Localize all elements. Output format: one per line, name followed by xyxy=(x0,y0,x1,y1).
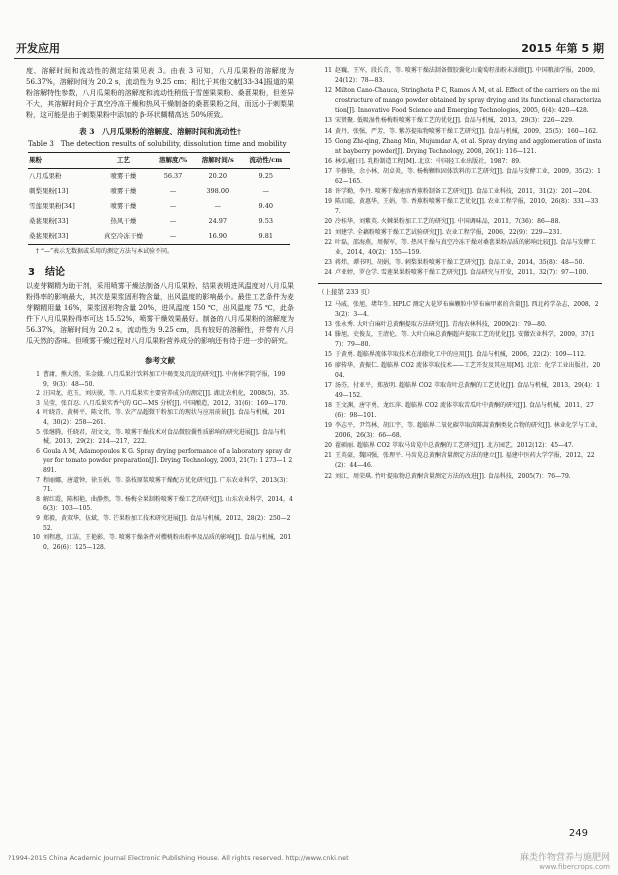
table-caption-en: Table 3 The detection results of solubility, dissolution time and mobility xyxy=(28,140,287,148)
reference-number: 18 xyxy=(324,401,332,409)
reference-number: 17 xyxy=(324,381,332,389)
table-cell: 真空冷冻干燥 xyxy=(103,232,143,240)
reference-text: 蒋炜，谭书明，胡娟，等. 刺梨果粉喷雾干燥工艺研究[J]. 食品工业，2014，35(8)：48—50. xyxy=(335,258,585,266)
reference-number: 3 xyxy=(36,399,40,407)
reference-item xyxy=(318,116,602,126)
table-row xyxy=(28,214,290,229)
reference-text: 卢亚婷，罗仓学. 雪莲果果粉喷雾干燥工艺研究[J]. 食品研究与开发，2011，32(7)：97—100. xyxy=(335,268,589,276)
reference-number: 4 xyxy=(36,409,40,417)
reference-number: 1 xyxy=(36,371,40,378)
reference-number: 11 xyxy=(324,67,332,74)
section-title: 结论 xyxy=(44,267,65,278)
reference-number: 9 xyxy=(36,514,40,522)
reference-text: 李志平，尹笃林，胡江宇，等. 超临界二氧化碳萃取茵陈蒿黄酮类化合物的研究[J]. 林业化学与工业，2006，26(3)：66—68. xyxy=(335,422,602,440)
reference-item xyxy=(318,238,602,258)
reference-number: 18 xyxy=(324,188,332,196)
table-cell: 雪莲果果粉[34] xyxy=(29,202,75,210)
reference-item xyxy=(26,476,294,495)
site-watermark xyxy=(520,850,610,871)
left-column xyxy=(26,66,294,552)
table-cell: — xyxy=(262,187,269,195)
table-cell: 热风干燥 xyxy=(110,217,137,225)
reference-text: 辛修锋，余小林，胡卓炎，等. 杨梅颗粒固体饮料的工艺研究[J]. 食品与发酵工业，2009，35(2)：162—165. xyxy=(335,167,601,186)
references-list-right xyxy=(318,66,602,278)
intro-paragraph: 度、溶解时间和流动性的测定结果见表 3。由表 3 可知，八月瓜果粉的溶解度为 56.37%，溶解时间为 20.2 s，流动性为 9.25 cm；相比于其他文献[33-34]报道的果粉溶解特性参数，八月瓜果粉的溶解度和流动性稍低于雪莲果果粉、桑葚果粉，但差异不大，其溶解时间介于真空冷冻干燥和热风干燥制备的桑葚果粉之间，而远小于刺梨果粉，这可能是由于刺梨果粉中添加的 β-环状糊精高达 50%所致。 xyxy=(26,67,294,119)
table-row xyxy=(28,229,290,245)
table-body xyxy=(28,169,290,245)
watermark-line2: www.fibercrops.com xyxy=(539,863,610,871)
reference-item xyxy=(318,197,602,217)
reference-number: 21 xyxy=(324,228,332,236)
reference-number: 16 xyxy=(324,361,332,369)
reference-text: 郑毅，黄双华，伍斌，等. 芒果粉加工技术研究进展[J]. 食品与机械，2012，28(2)：250—252. xyxy=(43,514,291,532)
reference-item xyxy=(318,66,602,86)
table-cell: 八月瓜果粉 xyxy=(29,172,62,180)
reference-text: 王英豪，魏国强，张理平. 马齿苋总黄酮含量测定方法的建立[J]. 福建中医药大学学报，2012，22(2)：44—46. xyxy=(335,452,595,470)
reference-item xyxy=(318,300,602,320)
reference-item xyxy=(318,401,602,421)
reference-text: 解红霞，陈相艳，曲静然，等. 杨梅全果制粉喷雾干燥工艺的研究[J]. 山东农业科学，2014，46(3)：103—105. xyxy=(43,495,293,513)
reference-text: Milton Cano-Chauca, Stringheta P C, Ramos A M, et al. Effect of the carriers on the microstructure of mango powder obtained by spray drying and its functional characterization[J]. Innovative Food Science and Emerging Technologies, 2005, 6(4): 420—428. xyxy=(335,87,602,115)
reference-item xyxy=(26,447,294,476)
reference-item xyxy=(26,408,294,427)
reference-text: 许学勤，李丹. 喷雾干燥速溶香蕉粉制备工艺研究[J]. 食品工业科技，2011，31(2)：201—204. xyxy=(335,188,592,196)
reference-number: 19 xyxy=(324,198,332,206)
table-cell: 398.00 xyxy=(206,187,230,195)
header-rule xyxy=(14,58,604,59)
table-cell: — xyxy=(214,202,221,210)
table-note: † “—”表示无数据或采用的测定方法与本试验不同。 xyxy=(36,248,174,255)
table-cell: 24.97 xyxy=(208,217,228,225)
table-row xyxy=(28,184,290,199)
reference-item xyxy=(318,441,602,451)
table-header-cell: 溶解时间/s xyxy=(201,156,234,164)
reference-text: 叶磊，邵海燕，周振军，等. 热风干燥与真空冷冻干燥对桑葚果粉品质的影响比较[J]. 食品与发酵工业，2014，40(2)：155—159. xyxy=(335,238,596,256)
table-cell: — xyxy=(169,232,177,240)
table-cell: 喷雾干燥 xyxy=(110,172,137,180)
page-number: 249 xyxy=(568,828,588,839)
table-cell: 9.40 xyxy=(258,202,273,210)
continuation-rule xyxy=(318,283,602,284)
reference-number: 21 xyxy=(324,452,332,460)
table-cell: — xyxy=(169,187,177,195)
reference-text: 滕旭，史俊友，王清伦，等. 大叶白麻总黄酮超声提取工艺的优化[J]. 安徽农业科学，2009，37(17)：79—80. xyxy=(335,331,595,349)
reference-number: 8 xyxy=(36,495,40,503)
table-header-cell: 果粉 xyxy=(29,156,42,164)
reference-text: 翟硕丽. 超临界 CO2 萃取马齿苋中总黄酮的工艺研究[J]. 北方园艺，2012(12)：45—47. xyxy=(335,442,574,450)
reference-item xyxy=(26,533,294,552)
table-header-cell: 溶解度/% xyxy=(158,156,188,164)
reference-item xyxy=(318,361,602,381)
table-cell: 喷雾干燥 xyxy=(110,202,137,210)
conclusion-paragraph: 以麦芽糊精为助干剂，采用喷雾干燥法制备八月瓜果粉，结果表明进风温度对八月瓜果粉得率的影响最大，其次是果浆固形物含量，出风温度的影响最小。最佳工艺条件为麦芽糊精用量 16%，果浆固形物含量 20%，进风温度 150 ℃，出风温度 75 ℃，此条件下八月瓜果粉得率可达 15.52%，喷雾干燥效果最好。制备的八月瓜果粉的溶解度为 56.37%，溶解时间为 20.2 s，流动性为 9.25 cm，具有较好的溶解性，并带有八月瓜天然的香味。但喷雾干燥过程对八月瓜果粉营养成分的影响还有待于进一步的研究。 xyxy=(26,282,294,345)
reference-item xyxy=(318,421,602,441)
table-header-row xyxy=(28,153,290,169)
reference-item xyxy=(318,167,602,187)
reference-text: 汪国龙，范玉，刘庆骏，等. 八月瓜果实主要营养成分的测定[J]. 湖北农机化，2008(5)，35. xyxy=(43,390,290,398)
reference-text: 赵巍，王军，段长青，等. 喷雾干燥法制备微胶囊化山葡萄籽油粉末油脂[J]. 中国粮油学报，2009，24(12)：78—83. xyxy=(335,67,599,85)
reference-text: 刘程惠，江洁，王艳影，等. 喷雾干燥条件对樱桃粉出粉率及品质的影响[J]. 食品与机械，2010，26(6)：125—128. xyxy=(43,534,292,551)
reference-item xyxy=(26,370,294,389)
reference-item xyxy=(318,228,602,238)
reference-number: 14 xyxy=(324,127,332,135)
reference-number: 23 xyxy=(324,258,332,266)
reference-text: 张永秀. 大叶白麻叶总黄酮提取方法研究[J]. 青海农林科技，2009(2)：79—80. xyxy=(335,321,547,329)
reference-number: 2 xyxy=(36,390,40,398)
reference-item xyxy=(318,127,602,137)
reference-text: 林弘通[日]. 乳粉制造工程[M]. 北京：中国轻工业出版社，1987：89. xyxy=(335,157,521,165)
reference-item xyxy=(318,187,602,197)
reference-text: 张继腾，任晓君，胡文文，等. 喷雾干燥技术对食品微胶囊性质影响的研究进展[J]. 食品与机械，2013，29(2)：214—217，222. xyxy=(43,428,286,446)
table-cell: 56.37 xyxy=(163,172,183,180)
reference-number: 22 xyxy=(324,472,332,480)
section-heading xyxy=(28,267,294,278)
reference-number: 15 xyxy=(324,137,332,145)
reference-number: 16 xyxy=(324,157,332,165)
reference-text: 马威，张旭，堵年生. HPLC 测定大花罗布麻颗粒中罗布麻甲素的含量[J]. 西北药学杂志，2008，23(2)：3—4. xyxy=(335,300,599,319)
reference-item xyxy=(318,268,602,278)
references-list-left xyxy=(26,370,294,552)
table-row xyxy=(28,199,290,214)
reference-text: 叶晓青，黄树平，陈文伟，等. 农产品超微干粉加工的现状与应用前景[J]. 食品与机械，2014，30(2)：258—261. xyxy=(43,409,286,426)
copyright-footer: ?1994-2015 China Academic Journal Electronic Publishing House. All rights reserved. http://www.cnki.net xyxy=(8,854,349,862)
reference-text: 程丽娜，唐道钟，徐玉娟，等. 荔枝原浆喷雾干燥配方优化研究[J]. 广东农业科学，2013(3)：71. xyxy=(43,476,292,494)
reference-item xyxy=(318,381,602,401)
table-header-cell: 流动性/cm xyxy=(249,156,283,164)
reference-text: 陈启聪，黄惠华，王娟，等. 香蕉粉喷雾干燥工艺优化[J]. 农业工程学报，2010，26(8)：331—337. xyxy=(335,198,599,216)
table-cell: 喷雾干燥 xyxy=(110,187,137,195)
table-caption-cn: 表 3 八月瓜果粉的溶解度、溶解时间和流动性† xyxy=(79,127,241,136)
reference-number: 12 xyxy=(324,87,332,95)
reference-number: 20 xyxy=(324,442,332,450)
reference-item xyxy=(26,495,294,514)
reference-item xyxy=(26,514,294,533)
reference-number: 19 xyxy=(324,422,332,430)
section-number: 3 xyxy=(28,267,35,278)
reference-text: 刘江，周荣琪. 竹叶提取物总黄酮含量测定方法的改进[J]. 食品科技，2005(7)：76—79. xyxy=(335,472,571,480)
reference-number: 24 xyxy=(324,268,332,276)
reference-item xyxy=(318,451,602,471)
table-3 xyxy=(28,152,290,245)
table-cell: 刺梨果粉[13] xyxy=(29,187,69,195)
table-cell: — xyxy=(169,202,177,210)
reference-number: 6 xyxy=(36,447,40,455)
reference-item xyxy=(318,137,602,157)
reference-item xyxy=(318,330,602,350)
reference-item xyxy=(318,217,602,227)
table-cell: 9.53 xyxy=(258,217,273,225)
reference-item xyxy=(26,399,294,409)
reference-item xyxy=(318,157,602,167)
reference-number: 13 xyxy=(324,321,332,329)
reference-number: 13 xyxy=(324,117,332,125)
table-cell: — xyxy=(169,217,177,225)
reference-number: 12 xyxy=(324,300,332,308)
reference-text: Gong Zhi-qing, Zhang Min, Mujumdar A, et al. Spray drying and agglomeration of instant bayberry powder[J]. Drying Technology, 2008, 26(1): 116—121. xyxy=(335,137,602,155)
watermark-line1: 麻类作物营养与施肥网 xyxy=(519,853,610,863)
reference-text: 曹庸，熊大胜，朱金娥. 八月瓜果汁饮料加工中褐变及沉淀的研究[J]. 中南林学院学报，1999，9(3)：48—50. xyxy=(43,371,286,388)
reference-text: 廖传华，黄振仁. 超临界 CO2 流体萃取技术——工艺开发及其应用[M]. 北京：化学工业出版社，2004. xyxy=(335,361,601,379)
reference-text: 黄丹，张强，严芳，等. 紫苏提取物喷雾干燥工艺研究[J]. 食品与机械，2009，25(5)：160—162. xyxy=(335,127,598,135)
table-cell: 9.81 xyxy=(258,232,273,240)
reference-text: 宋贤聚. 低吸湿性杨梅粉喷雾干燥工艺的优化[J]. 食品与机械，2013，29(3)：226—229. xyxy=(335,117,574,125)
reference-number: 15 xyxy=(324,351,332,359)
reference-number: 20 xyxy=(324,218,332,226)
reference-text: 冷桂华，刘紫英. 火棘果粉加工工艺的研究[J]. 中国调味品，2011，7(36)：86—88. xyxy=(335,218,561,226)
reference-item xyxy=(26,389,294,399)
table-cell: 桑葚果粉[33] xyxy=(29,232,69,240)
table-row xyxy=(28,169,290,185)
reference-text: Goula A M, Adamopoulos K G. Spray drying performance of a laboratory spray dryer for tomato powder preparation[J]. Drying Technology, 2003, 21(7): 1 273—1 2891. xyxy=(43,447,293,474)
references-title: 参考文献 xyxy=(145,356,175,365)
reference-text: 王文渊，唐守勇，龙红萍. 超临界 CO2 流体萃取苦瓜叶中黄酮的研究[J]. 食品与机械，2011，27(6)：98—101. xyxy=(335,401,594,419)
running-header-section: 开发应用 xyxy=(16,42,60,55)
reference-number: 7 xyxy=(36,476,40,484)
table-cell: 20.20 xyxy=(208,172,228,180)
reference-item xyxy=(26,428,294,447)
reference-number: 10 xyxy=(32,534,40,542)
reference-text: 于黄勇. 超临界流体萃取技术在油脂化工中的应用[J]. 食品与机械，2006，22(2)：109—112. xyxy=(335,351,586,359)
table-header-cell: 工艺 xyxy=(116,156,130,164)
reference-number: 22 xyxy=(324,238,332,246)
reference-item xyxy=(318,350,602,360)
continuation-label: （上接第 233 页） xyxy=(318,287,374,296)
reference-number: 17 xyxy=(324,167,332,175)
reference-number: 14 xyxy=(324,331,332,339)
references-list-continued xyxy=(318,300,602,482)
right-column xyxy=(318,66,602,482)
table-cell: 9.25 xyxy=(258,172,273,180)
reference-item xyxy=(318,86,602,116)
table-cell: 桑葚果粉[33] xyxy=(29,217,69,225)
table-cell: 16.90 xyxy=(208,232,228,240)
reference-number: 5 xyxy=(36,428,40,436)
reference-item xyxy=(318,320,602,330)
running-header-issue: 2015 年第 5 期 xyxy=(521,42,604,55)
reference-text: 吴莹，张百忍. 八月瓜果实香气的 GC—MS 分析[J]. 中国酿造，2012，31(6)：169—170. xyxy=(43,399,288,407)
reference-item xyxy=(318,258,602,268)
reference-item xyxy=(318,472,602,482)
reference-text: 汤芬，付亚平，郑放明. 超临界 CO2 萃取奇叶总黄酮的工艺优化[J]. 食品与机械，2013，29(4)：149—152. xyxy=(335,381,601,399)
reference-text: 刘建学. 全藕粉喷雾干燥工艺试验研究[J]. 农业工程学报，2006，22(9)：229—231. xyxy=(335,228,562,236)
